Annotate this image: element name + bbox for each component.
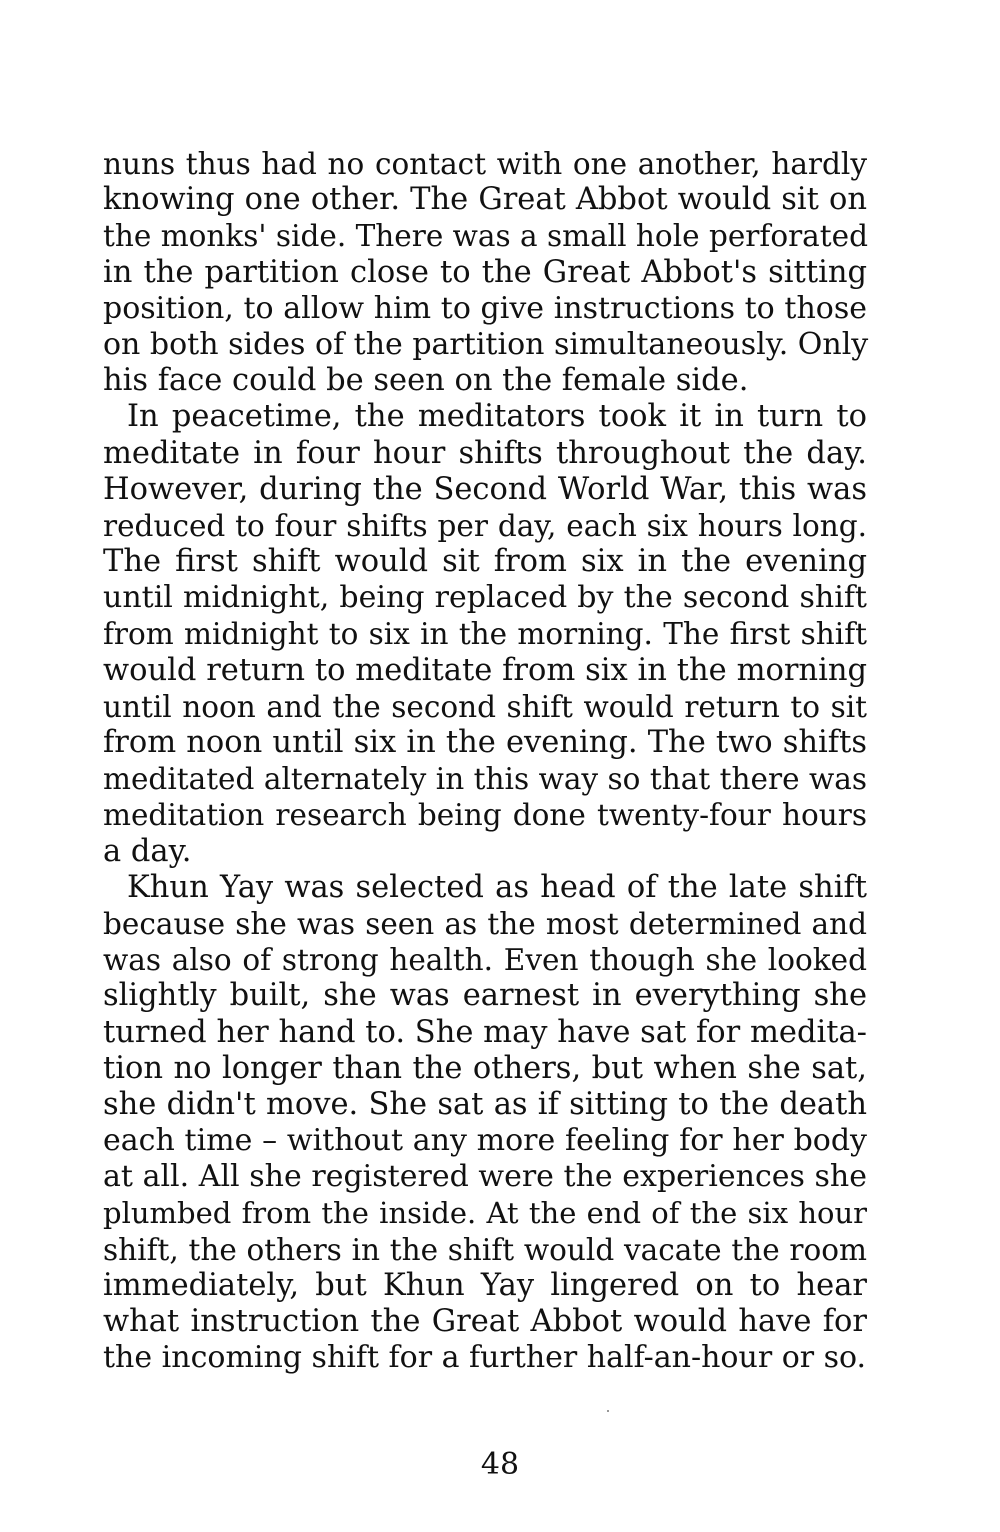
text-line: was also of strong health. Even though she looked [103, 943, 867, 978]
text-line: meditate in four hour shifts throughout the day. [103, 435, 867, 471]
text-line: plumbed from the inside. At the end of the six hour [103, 1196, 867, 1231]
text-line: position, to allow him to give instructions to those [103, 290, 867, 326]
text-line: his face could be seen on the female side. [103, 363, 749, 399]
text-line: a day. [103, 833, 192, 869]
text-line: turned her hand to. She may have sat for medita- [103, 1014, 867, 1050]
text-line: The first shift would sit from six in the evening [103, 544, 867, 580]
text-line: because she was seen as the most determined and [103, 906, 867, 941]
paragraph [103, 399, 867, 869]
page-number: 48 [480, 1447, 520, 1482]
text-line: would return to meditate from six in the morning [103, 652, 867, 688]
text-line: in the partition close to the Great Abbot's sitting [103, 254, 867, 290]
text-line: However, during the Second World War, this was [103, 471, 867, 507]
text-line: immediately, but Khun Yay lingered on to hear [103, 1267, 867, 1303]
text-line: meditation research being done twenty-four hours [103, 798, 867, 833]
text-line: at all. All she registered were the experiences she [103, 1159, 867, 1195]
text-line: what instruction the Great Abbot would have for [103, 1304, 867, 1339]
text-line: nuns thus had no contact with one another, hardly [103, 147, 867, 181]
text-line: she didn't move. She sat as if sitting to the death [103, 1086, 867, 1122]
text-line: each time – without any more feeling for her body [103, 1123, 867, 1159]
text-line: until midnight, being replaced by the second shift [103, 580, 867, 616]
text-line: meditated alternately in this way so that there was [103, 762, 867, 797]
text-line: from midnight to six in the morning. The first shift [103, 617, 867, 652]
text-line: from noon until six in the evening. The two shifts [103, 725, 867, 760]
text-line: shift, the others in the shift would vacate the room [103, 1232, 867, 1267]
body-text [103, 146, 867, 1376]
print-speck [607, 1410, 609, 1412]
text-line: tion no longer than the others, but when she sat, [103, 1050, 867, 1086]
text-line: slightly built, she was earnest in everything she [103, 978, 867, 1014]
text-line: knowing one other. The Great Abbot would sit on [103, 182, 867, 218]
paragraph [103, 870, 867, 1377]
text-line: until noon and the second shift would return to sit [103, 689, 867, 724]
paragraph [103, 146, 867, 399]
text-line: on both sides of the partition simultaneously. Only [103, 326, 869, 362]
text-line: reduced to four shifts per day, each six hours long. [103, 508, 867, 543]
text-line: In peacetime, the meditators took it in turn to [127, 399, 867, 435]
text-line: the incoming shift for a further half-an-hour or so. [103, 1340, 867, 1376]
text-line: the monks' side. There was a small hole perforated [103, 219, 868, 254]
text-line: Khun Yay was selected as head of the late shift [127, 869, 867, 905]
